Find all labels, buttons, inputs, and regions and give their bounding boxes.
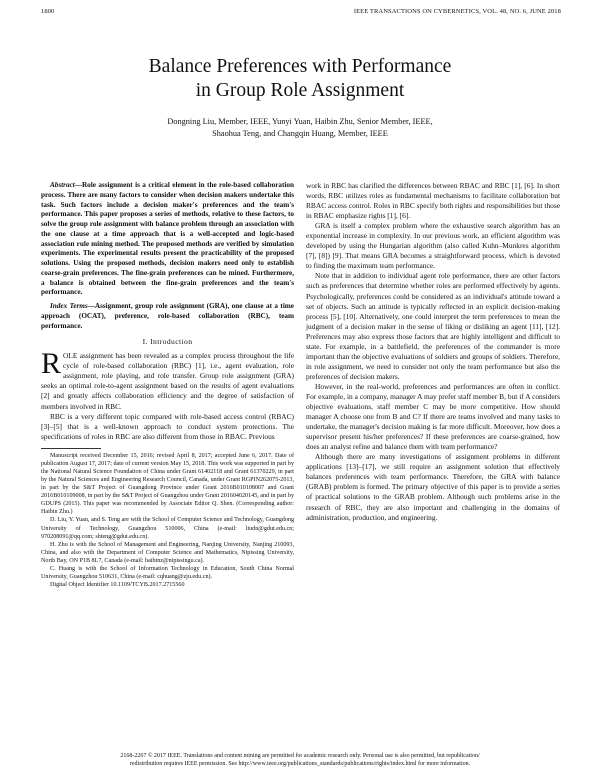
index-terms-label: Index Terms bbox=[50, 302, 88, 310]
footer-line-1: 2168-2267 © 2017 IEEE. Translations and content mining are permitted for academic research only. Personal use is also permitted, but republication/ bbox=[120, 753, 480, 759]
body-paragraph-4: However, in the real-world, preferences and performances are often in conflict. For example, in a company, manager A may prefer staff member B, but if A considers objective evaluations, staff member C may be more competitive. How should manager A choose one from B and C? If there are teams involved and many tasks to undertake, the manager's decision making is far more difficult. Moreover, how does a supervisor present his/her preferences? If these preferences are coarse-grained, how does an analyst refine and balance them with team performance? bbox=[306, 381, 560, 452]
footnote-affiliation-3: C. Huang is with the School of Information Technology in Education, South China Normal University, Guangzhou 510631, China (e-mail: cqhuang@zju.edu.cn). bbox=[41, 566, 294, 581]
right-column bbox=[306, 181, 560, 523]
body-paragraph-5: Although there are many investigations of assignment problems in different applications [13]–[17], we still require an assignment solution that effectively balances preferences with team performance. Therefore, the GRA with balance (GRAB) problem is formed. The primary objective of this paper is to provide a series of practical solutions to the GRAB problem. Although such problems arise in the research of RBC, they are also important and challenging in the domains of administration, production, and engineering. bbox=[306, 452, 560, 522]
index-terms bbox=[41, 302, 294, 331]
authors-line-2: Shaohua Teng, and Changqin Huang, Member, IEEE bbox=[212, 128, 388, 138]
footnote-affiliation-1: D. Liu, Y. Yuan, and S. Teng are with the School of Computer Science and Technology, Guangdong University of Technology, Guangzhou 510006, China (e-mail: liudn@gdut.edu.cn; 970208091@qq.com; shteng@gdut.edu.cn). bbox=[41, 517, 294, 540]
footer-line-2: redistribution requires IEEE permission. See http://www.ieee.org/publications_standards/publications/rights/index.html for more information. bbox=[129, 761, 471, 767]
intro-paragraph-1-text: OLE assignment has been revealed as a complex process throughout the life cycle of role-based collaboration (RBC) [1], i.e., agent evaluation, role assignment, role playing, and role transfer. Group role assignment (GRA) seeks an optimal role-to-agent assignment based on the results of agent evaluations [2] and greatly affects collaboration efficiency and the degree of satisfaction of members involved in RBC. bbox=[41, 351, 294, 411]
intro-paragraph-1 bbox=[41, 347, 294, 411]
footnote-doi: Digital Object Identifier 10.1109/TCYB.2017.2715560 bbox=[50, 582, 185, 589]
footnote-rule bbox=[41, 448, 101, 449]
body-paragraph-3: Note that in addition to individual agent role performance, there are other factors such as preferences that determine whether roles are performed effectively by agents. Psychologically, preferences could be considered as an individual's attitude toward a set of objects. Such an attitude is typically reflected in an explicit decision-making process [5], [10]. Alternatively, one could interpret the term preferences to mean the judgment of a decision maker in the sense of liking or disliking an agent [11], [12]. Preferences may also express those factors that are highly intelligent and difficult to state. For example, in a battlefield, the preferences of the commander is more important than the objective evaluations of soldiers and groups of soldiers. Therefore, in role assignment, we need to consider not only the team performance but also the preferences of decision makers. bbox=[306, 271, 560, 381]
footnotes bbox=[41, 452, 294, 590]
intro-paragraph-2: RBC is a very different topic compared with role-based access control (RBAC) [3]–[5] that is a well-known approach to conduct system protections. The specifications of roles in RBC are also different from those in RBAC. Previous bbox=[41, 411, 294, 441]
page-number: 1800 bbox=[41, 8, 55, 15]
footnote-affiliation-2: H. Zhu is with the School of Management and Engineering, Nanjing University, Nanjing 210093, China, and also with the Department of Computer Science and Mathematics, Nipissing University, North Bay, ON P1B 8L7, Canada (e-mail: haibinz@nipissingu.ca). bbox=[41, 541, 294, 564]
title-line-2: in Group Role Assignment bbox=[195, 80, 405, 101]
copyright-footer bbox=[0, 752, 600, 768]
authors bbox=[0, 116, 600, 139]
journal-header: IEEE TRANSACTIONS ON CYBERNETICS, VOL. 48, NO. 6, JUNE 2018 bbox=[353, 8, 561, 15]
abstract bbox=[41, 181, 294, 298]
body-paragraph-2: GRA is itself a complex problem where the exhaustive search algorithm has an exponential increase in complexity. In our previous work, an efficient algorithm was developed by using the Hungarian algorithm (also called Kuhn–Munkres algorithm [7], [8]) [9]. That means GRA becomes a straightforward process, which is devoted to finding the maximum team performance. bbox=[306, 221, 560, 271]
title-line-1: Balance Preferences with Performance bbox=[148, 56, 452, 77]
body-paragraph-1: work in RBC has clarified the differences between RBAC and RBC [1], [6]. In short words, RBC utilizes roles as fundamental mechanisms to facilitate collaboration but RBAC access control. Roles in RBC specify both rights and responsibilities but those in RBAC emphasize rights [1], [6]. bbox=[306, 181, 560, 221]
abstract-label: Abstract bbox=[50, 181, 75, 189]
footnote-manuscript: Manuscript received December 15, 2016; revised April 8, 2017; accepted June 6, 2017. Date of publication August 17, 2017; date of current version May 15, 2018. This work was supported in part by the National Natural Science Foundation of China under Grant 61402118 and Grant 61370229, in part by the Natural Sciences and Engineering Research Council, Canada, under Grant RGPIN262075-2013, in part by the S&T Project of Guangdong Province under Grant 2016B010108007 and Grant 2016B010109008, in part by the S&T Project of Guangzhou under Grant 201604020145, and in part by GDUPS (2015). This paper was recommended by Associate Editor Q. Shen. (Corresponding author: Haibin Zhu.) bbox=[41, 452, 294, 516]
index-terms-text: —Assignment, group role assignment (GRA), one clause at a time approach (OCAT), preference, role-based collaboration (RBC), team performance. bbox=[41, 302, 294, 330]
authors-line-1: Dongning Liu, Member, IEEE, Yunyi Yuan, Haibin Zhu, Senior Member, IEEE, bbox=[167, 117, 433, 126]
paper-title bbox=[0, 55, 600, 103]
section-heading: I. Introduction bbox=[142, 337, 193, 347]
abstract-text: —Role assignment is a critical element in the role-based collaboration process. There are many factors to consider when decision makers undertake this task. Such factors include a decision maker's preferences and the team's performance. This paper proposes a series of methods, relative to these factors, to solve the group role assignment with balance problem through an association with the one clause at a time approach that is a well-accepted and logic-based association rule mining method. The proposed methods are verified by simulation experiments. The experimental results present the practicability of the proposed solutions. Using the proposed methods, decision makers need only to establish coarse-grain preferences. The fine-grain preferences can be mined. Furthermore, a balance is obtained between the fine-grain preferences and the team's performance. bbox=[41, 181, 294, 297]
drop-cap: R bbox=[41, 347, 62, 381]
left-column bbox=[41, 181, 294, 589]
